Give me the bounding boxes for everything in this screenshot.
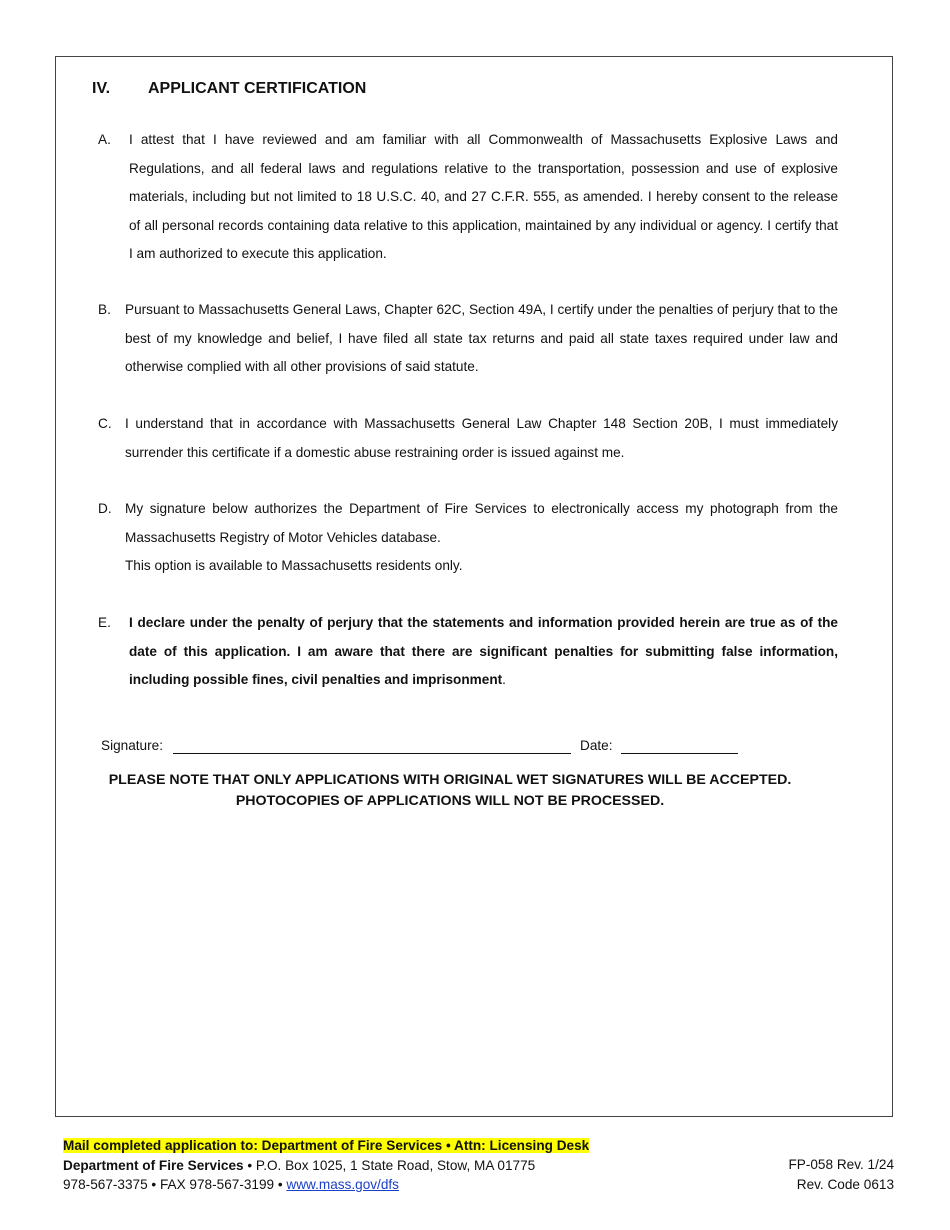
section-heading xyxy=(92,80,366,98)
certification-item-e xyxy=(98,609,838,695)
signature-row xyxy=(101,736,761,756)
item-letter: D. xyxy=(98,501,112,516)
certification-item-d xyxy=(98,495,838,581)
certification-item-b xyxy=(98,296,838,382)
date-field[interactable] xyxy=(621,753,738,754)
signature-label: Signature: xyxy=(101,738,163,753)
footer-contact xyxy=(63,1136,589,1195)
mail-instruction: Mail completed application to: Department of Fire Services • Attn: Licensing Desk xyxy=(63,1138,590,1153)
item-note: This option is available to Massachusetts residents only. xyxy=(125,558,463,574)
item-text: I understand that in accordance with Massachusetts General Law Chapter 148 Section 20B, I must immediately surrender this certificate if a domestic abuse restraining order is issued against me. xyxy=(125,416,838,460)
department-address: • P.O. Box 1025, 1 State Road, Stow, MA 01775 xyxy=(243,1157,536,1173)
revision-code: Rev. Code 0613 xyxy=(796,1176,894,1192)
item-text: I declare under the penalty of perjury that the statements and information provided herein are true as of the date of this application. I am aware that there are significant penalties for submitting false information, including possible fines, civil penalties and imprisonment xyxy=(129,615,838,688)
certification-item-c xyxy=(98,410,838,467)
item-letter: C. xyxy=(98,416,112,431)
wet-signature-notice: PLEASE NOTE THAT ONLY APPLICATIONS WITH ORIGINAL WET SIGNATURES WILL BE ACCEPTED. xyxy=(108,772,792,788)
item-text: Pursuant to Massachusetts General Laws, Chapter 62C, Section 49A, I certify under the penalties of perjury that to the best of my knowledge and belief, I have filed all state tax returns and paid all state taxes required under law and otherwise complied with all other provisions of said statute. xyxy=(125,302,838,375)
form-revision-info xyxy=(788,1155,894,1194)
item-text: My signature below authorizes the Department of Fire Services to electronically access my photograph from the Massachusetts Registry of Motor Vehicles database. xyxy=(125,501,838,545)
signature-field[interactable] xyxy=(173,753,571,754)
website-link[interactable]: www.mass.gov/dfs xyxy=(286,1177,399,1192)
department-name: Department of Fire Services xyxy=(63,1157,244,1173)
item-text: I attest that I have reviewed and am familiar with all Commonwealth of Massachusetts Explosive Laws and Regulations, and all federal laws and regulations relative to the transportation, possession and use of explosive materials, including but not limited to 18 U.S.C. 40, and 27 C.F.R. 555, as amended. I hereby consent to the release of all personal records containing data relative to this application, maintained by any individual or agency. I certify that I am authorized to execute this application. xyxy=(129,132,838,262)
form-revision: FP-058 Rev. 1/24 xyxy=(788,1157,894,1172)
item-text-suffix: . xyxy=(502,672,506,688)
date-label: Date: xyxy=(580,738,613,753)
item-letter: E. xyxy=(98,615,111,630)
section-number: IV. xyxy=(92,80,111,97)
photocopy-notice: PHOTOCOPIES OF APPLICATIONS WILL NOT BE PROCESSED. xyxy=(235,793,665,809)
item-letter: B. xyxy=(98,302,111,317)
section-title: APPLICANT CERTIFICATION xyxy=(148,80,367,97)
phone-fax: 978-567-3375 • FAX 978-567-3199 • xyxy=(63,1177,287,1192)
item-letter: A. xyxy=(98,132,111,147)
certification-item-a xyxy=(98,126,838,269)
